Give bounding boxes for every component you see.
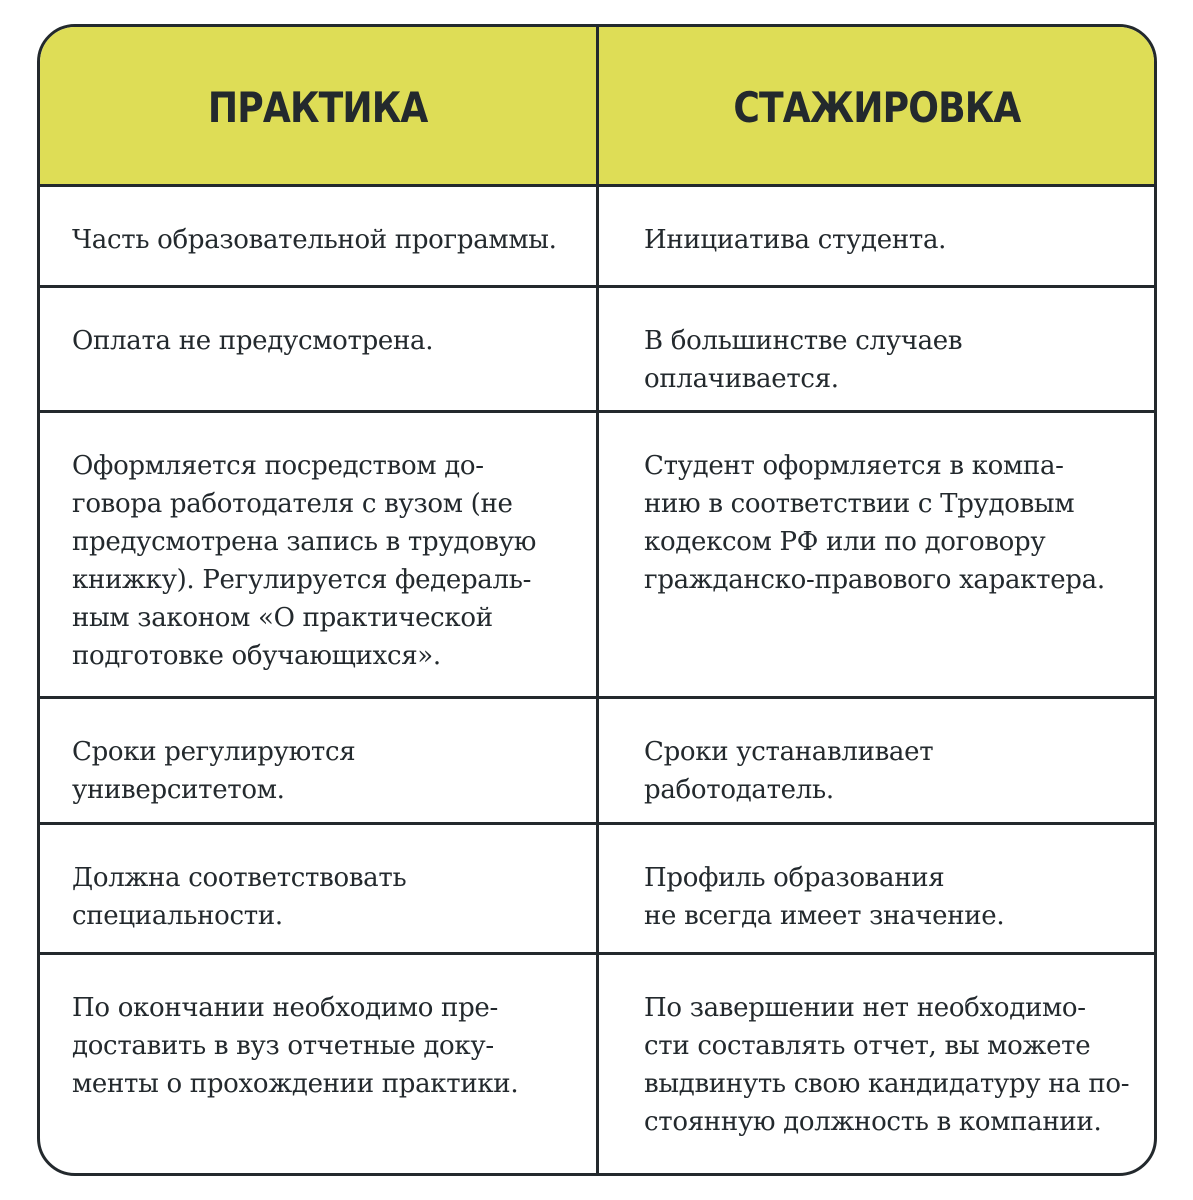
header-cell-internship xyxy=(599,27,1154,184)
table-row xyxy=(40,187,1154,288)
table-row xyxy=(40,413,1154,699)
table-row xyxy=(40,699,1154,825)
cell-text: Оформляется посредством до- говора работодателя с вузом (не предусмотрена запись в трудовую книжку). Регулируется федераль- ным законом «О практической подготовке обучающихся». xyxy=(72,451,537,671)
cell-internship xyxy=(599,187,1154,285)
table-row xyxy=(40,825,1154,955)
table-row xyxy=(40,288,1154,413)
header-title-practice: ПРАКТИКА xyxy=(208,83,428,132)
cell-text: Сроки регулируются университетом. xyxy=(72,737,356,805)
cell-text: Сроки устанавливает работодатель. xyxy=(644,737,934,805)
cell-text: Студент оформляется в компа- нию в соответствии с Трудовым кодексом РФ или по договору гражданско-правового характера. xyxy=(644,451,1105,595)
cell-internship xyxy=(599,955,1154,1173)
header-title-internship: СТАЖИРОВКА xyxy=(732,83,1021,132)
table-header xyxy=(40,27,1154,187)
cell-text: Инициатива студента. xyxy=(644,225,947,255)
header-cell-practice xyxy=(40,27,599,184)
cell-text: По завершении нет необходимо- сти составлять отчет, вы можете выдвинуть свою кандидатуру на по- стоянную должность в компании. xyxy=(644,993,1130,1137)
cell-practice xyxy=(40,699,599,822)
cell-internship xyxy=(599,413,1154,696)
cell-text: Должна соответствовать специальности. xyxy=(72,863,407,931)
cell-practice xyxy=(40,187,599,285)
cell-internship xyxy=(599,288,1154,410)
cell-text: Оплата не предусмотрена. xyxy=(72,326,434,356)
cell-text: Часть образовательной программы. xyxy=(72,225,557,255)
cell-internship xyxy=(599,699,1154,822)
cell-practice xyxy=(40,955,599,1173)
cell-practice xyxy=(40,288,599,410)
comparison-table xyxy=(37,24,1157,1176)
cell-practice xyxy=(40,413,599,696)
cell-practice xyxy=(40,825,599,952)
cell-text: По окончании необходимо пре- доставить в вуз отчетные доку- менты о прохождении практики. xyxy=(72,993,519,1099)
cell-internship xyxy=(599,825,1154,952)
cell-text: В большинстве случаев оплачивается. xyxy=(644,326,963,394)
table-row xyxy=(40,955,1154,1173)
cell-text: Профиль образования не всегда имеет значение. xyxy=(644,863,1005,931)
